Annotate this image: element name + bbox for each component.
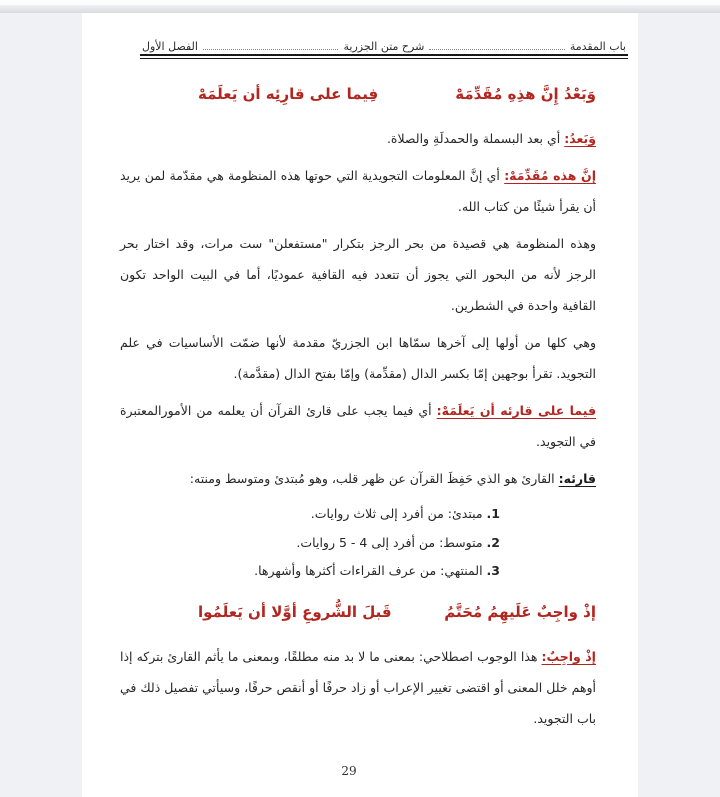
list-item-number: 1. — [486, 506, 500, 522]
poem-verse-1 — [198, 84, 596, 105]
paragraph-lead: قارئه: — [558, 471, 596, 487]
list-item — [120, 529, 500, 558]
list-item-number: 3. — [486, 563, 500, 579]
paragraph — [120, 327, 596, 389]
paragraph — [120, 463, 596, 494]
list-item-text: المنتهي: من عرف القراءات أكثرها وأشهرها. — [254, 563, 483, 579]
paragraph-text: هذا الوجوب اصطلاحي: بمعنى ما لا بد منه مطلقًا، وبمعنى ما يأثم القارئ بتركه إذا أوهم خلل المعنى أو اقتضى تغيير الإعراب أو زاد حرفًا أو أنقص حرفًا، وسيأتي تفصيل ذلك في باب التجويد. — [120, 648, 596, 726]
paragraph-text: وهي كلها من أولها إلى آخرها سمّاها ابن الجزريّ مقدمة لأنها ضمّت الأساسيات في علم التجويد. تقرأ بوجهين إمّا بكسر الدال (مقدِّمة) وإمّا بفتح الدال (مقدَّمة). — [120, 335, 596, 382]
paragraph — [120, 228, 596, 321]
page-top-shadow — [0, 5, 720, 13]
list-item — [120, 500, 500, 529]
paragraph-lead: وَبَعدُ: — [564, 131, 596, 147]
document-page — [82, 13, 638, 797]
reader-levels-list — [120, 500, 596, 586]
paragraph-lead: فيما على قارئه أن يَعلَمَهْ: — [436, 403, 597, 419]
header-chapter-label: باب المقدمة — [569, 40, 626, 53]
paragraph-text: أي إنَّ المعلومات التجويدية التي حوتها هذه المنظومة هي مقدّمة لمن يريد أن يقرأ شيئًا من كتاب الله. — [120, 168, 596, 215]
paragraph — [120, 160, 596, 222]
verse-2-right-hemistich: إذْ واجِبٌ عَلَيهِمُ مُحَتَّمُ — [444, 602, 596, 621]
paragraph-lead: إنَّ هذه مُقَدِّمَهْ: — [504, 168, 596, 184]
paragraph — [120, 641, 596, 734]
verse-1-left-hemistich: فِيما على قارِئِه أن يَعلَمَهْ — [198, 85, 379, 104]
body-text-block — [120, 641, 596, 734]
paragraph-text: القارئ هو الذي حَفِظَ القرآن عن ظهر قلب، وهو مُبتدئ ومتوسط ومنته: — [189, 471, 555, 487]
page-number: 29 — [341, 764, 357, 778]
verse-1-right-hemistich: وَبَعْدُ إِنَّ هذِهِ مُقَدِّمَهْ — [455, 85, 596, 104]
header-section-label: الفصل الأول — [141, 40, 198, 53]
paragraph-text: أي فيما يجب على قارئ القرآن أن يعلمه من الأمورالمعتبرة في التجويد. — [120, 403, 596, 450]
paragraph-text: وهذه المنظومة هي قصيدة من بحر الرجز بتكرار "مستفعلن" ست مرات، وقد اختار بحر الرجز لأنه من البحور التي يجوز أن تتعدد فيه القافية عموديًا، أما في البيت الواحد تكون القافية واحدة في الشطرين. — [120, 236, 596, 314]
paragraph — [120, 395, 596, 457]
list-item-text: متوسط: من أفرد إلى 4 - 5 روايات. — [296, 534, 483, 550]
paragraph-lead: إذْ واجِبٌ: — [541, 648, 596, 664]
header-double-rule — [140, 54, 628, 59]
header-book-title: شرح متن الجزرية — [343, 40, 425, 53]
dotted-leader — [203, 48, 339, 50]
list-item-text: مبتدئ: من أفرد إلى ثلاث روايات. — [310, 506, 483, 522]
body-text-block — [120, 123, 596, 586]
paragraph — [120, 123, 596, 154]
running-header — [140, 40, 628, 53]
verse-2-left-hemistich: قَبلَ الشُّروعِ أوَّلا أن يَعلَمُوا — [198, 602, 392, 621]
list-item-number: 2. — [486, 534, 500, 550]
dotted-leader — [429, 48, 565, 50]
poem-verse-2 — [198, 602, 596, 623]
paragraph-text: أي بعد البسملة والحمدلَةِ والصلاة. — [386, 131, 561, 147]
list-item — [120, 557, 500, 586]
